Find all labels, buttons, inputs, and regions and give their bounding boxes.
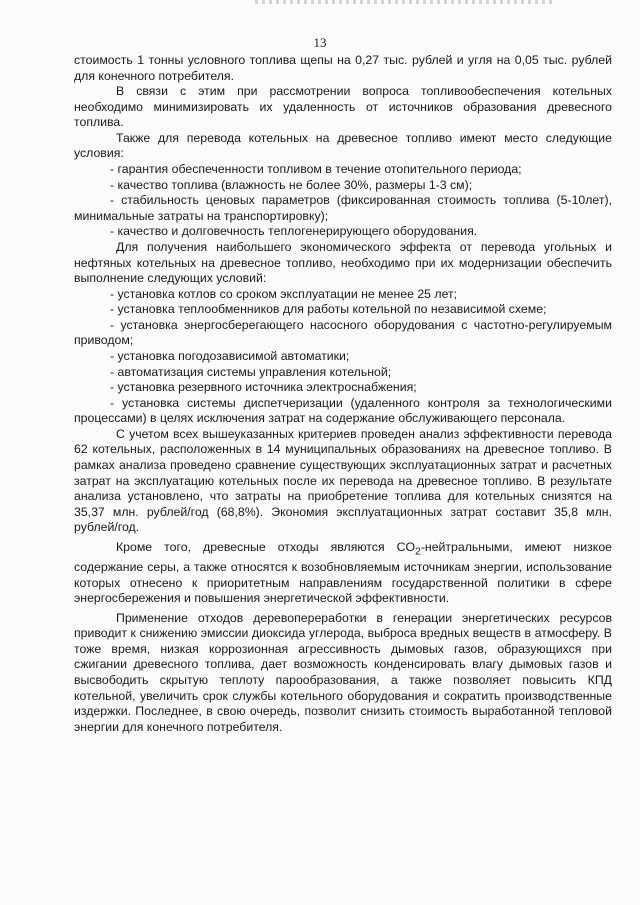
- subscript: 2: [415, 546, 421, 558]
- page-number: 13: [313, 35, 327, 50]
- text-span: -нейтральными, имеют низкое содержание серы, а также относятся к возобновляемым источникам энергии, использование которых отнесено к приоритетным направлениям государственной политики в сфере энергосбережения и повышения энергетической эффективности.: [74, 539, 612, 606]
- list-item: - качество топлива (влажность не более 30%, размеры 1-3 см);: [110, 177, 473, 192]
- list-item: - гарантия обеспеченности топливом в течение отопительного периода;: [110, 162, 522, 177]
- text-span: Кроме того, древесные отходы являются CO: [116, 539, 416, 554]
- list-item: - установка теплообменников для работы котельной по независимой схеме;: [110, 302, 547, 317]
- paragraph-co2: [74, 540, 612, 607]
- list-item: - автоматизация системы управления котельной;: [110, 364, 392, 379]
- paragraph: Также для перевода котельных на древесное топливо имеют место следующие условия:: [74, 130, 612, 161]
- paragraph: стоимость 1 тонны условного топлива щепы на 0,27 тыс. рублей и угля на 0,05 тыс. рублей для конечного потребителя.: [74, 53, 612, 83]
- list-item: - установка системы диспетчеризации (удаленного контроля за технологическими процессами) в целях исключения затрат на содержание обслуживающего персонала.: [74, 395, 612, 426]
- paragraph: Применение отходов деревопереработки в генерации энергетических ресурсов приводит к снижению эмиссии диоксида углерода, выброса вредных веществ в атмосферу. В тоже время, низкая коррозионная агрессивность дымовых газов, образующихся при сжигании древесного топлива, дает возможность конденсировать влагу дымовых газов и высвободить скрытую теплоту парообразования, а также позволяет повысить КПД котельной, увеличить срок службы котельного оборудования и сократить производственные издержки. Последнее, в свою очередь, позволит снизить стоимость выработанной тепловой энергии для конечного потребителя.: [74, 610, 612, 734]
- paragraph: В связи с этим при рассмотрении вопроса топливообеспечения котельных необходимо минимизировать их удаленность от источников образования древесного топлива.: [74, 84, 612, 130]
- list-item: - установка котлов со сроком эксплуатации не менее 25 лет;: [110, 286, 458, 301]
- list-item: - установка резервного источника электроснабжения;: [110, 380, 417, 395]
- body-text: [74, 53, 612, 735]
- list-item: - стабильность ценовых параметров (фиксированная стоимость топлива (5-10лет), минимальные затраты на транспортировку);: [74, 193, 612, 223]
- paragraph: Для получения наибольшего экономического эффекта от перевода угольных и нефтяных котельных на древесное топливо, необходимо при их модернизации обеспечить выполнение следующих условий:: [74, 239, 612, 286]
- scan-artifact: [255, 0, 555, 4]
- list-item: - качество и долговечность теплогенерирующего оборудования.: [110, 224, 478, 239]
- list-item: - установка энергосберегающего насосного оборудования с частотно-регулируемым приводом;: [74, 317, 612, 348]
- paragraph: С учетом всех вышеуказанных критериев проведен анализ эффективности перевода 62 котельных, расположенных в 14 муниципальных образованиях на древесное топливо. В рамках анализа проведено сравнение существующих эксплуатационных затрат и расчетных затрат на эксплуатацию котельных после их перевода на древесное топливо. В результате анализа установлено, что затраты на приобретение топлива для котельных снизятся на 35,37 млн. рублей/год (68,8%). Экономия эксплуатационных затрат составит 35,8 млн. рублей/год.: [74, 426, 612, 535]
- list-item: - установка погодозависимой автоматики;: [110, 348, 350, 363]
